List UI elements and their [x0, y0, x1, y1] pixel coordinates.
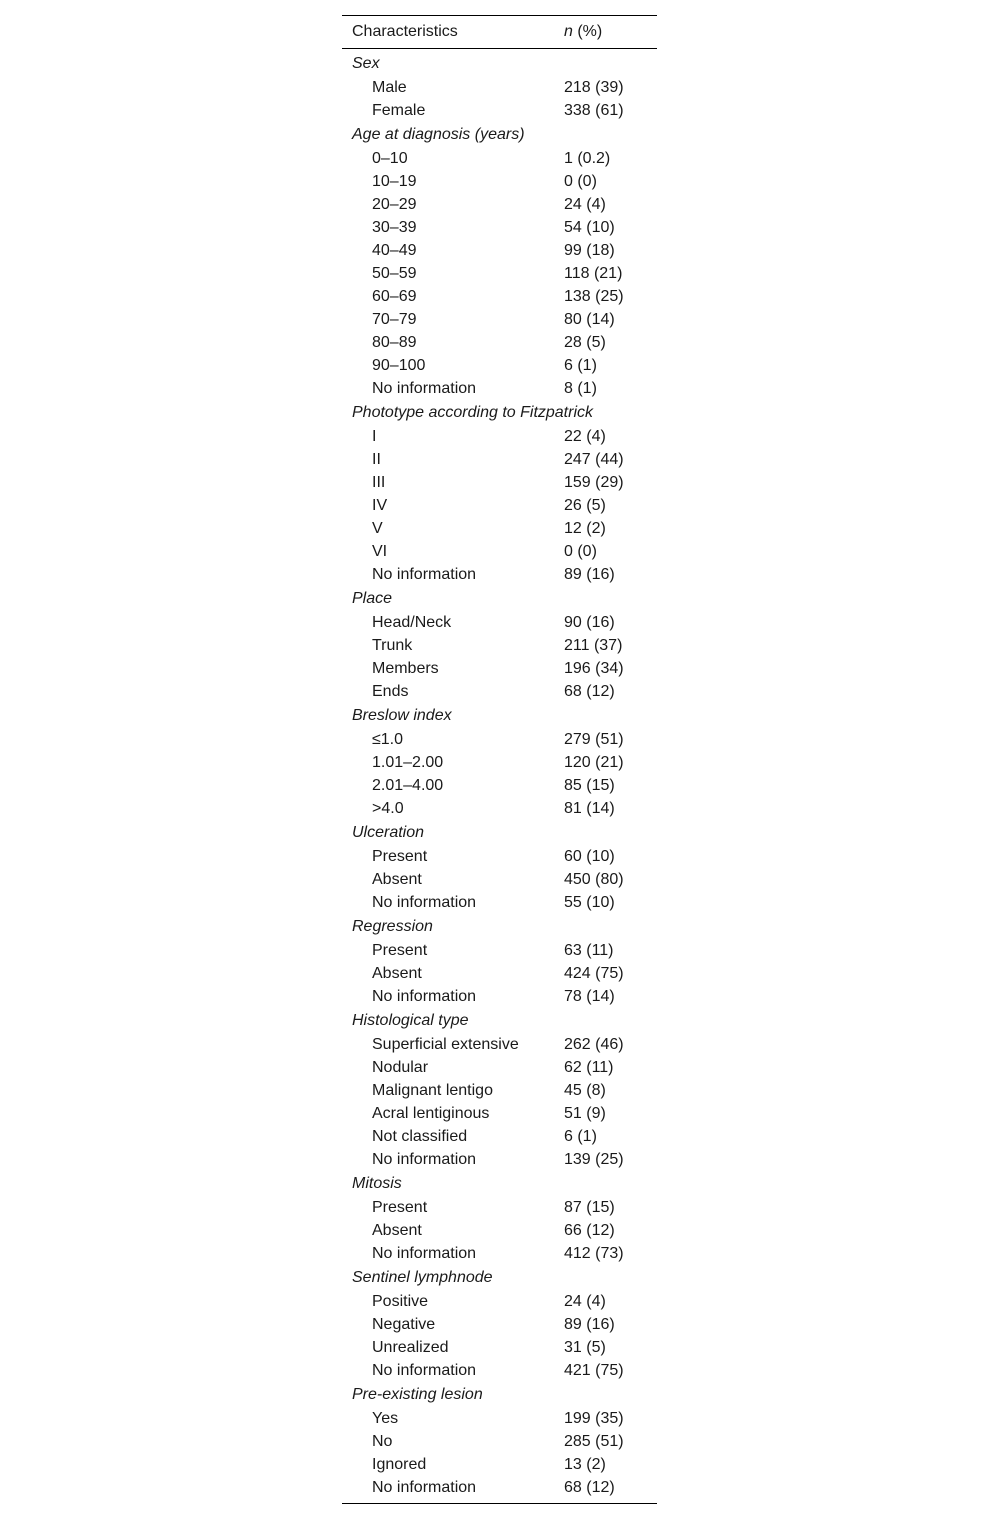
table-row	[342, 448, 657, 471]
row-value: 118 (21)	[564, 265, 623, 282]
table-body	[342, 49, 657, 1499]
row-label: No information	[372, 380, 477, 397]
row-label: Ignored	[372, 1456, 427, 1473]
row-value: 55 (10)	[564, 894, 615, 911]
table-row	[342, 99, 657, 122]
row-value: 24 (4)	[564, 196, 606, 213]
row-value: 81 (14)	[564, 800, 615, 817]
table-row	[342, 728, 657, 751]
row-label: Malignant lentigo	[372, 1082, 493, 1099]
table-row	[342, 471, 657, 494]
header-n-percent	[564, 23, 602, 41]
table-row	[342, 1056, 657, 1079]
table-row	[342, 1407, 657, 1430]
row-label: Unrealized	[372, 1339, 449, 1356]
row-label: Positive	[372, 1293, 429, 1310]
row-label: 60–69	[372, 288, 417, 305]
row-value: 24 (4)	[564, 1293, 606, 1310]
row-value: 68 (12)	[564, 683, 615, 700]
table-row	[342, 76, 657, 99]
row-label: 40–49	[372, 242, 417, 259]
row-label: No information	[372, 894, 477, 911]
row-label: No information	[372, 1479, 477, 1496]
table-row	[342, 517, 657, 540]
table-row	[342, 1219, 657, 1242]
row-label: 30–39	[372, 219, 417, 236]
table-row	[342, 1453, 657, 1476]
row-label: Acral lentiginous	[372, 1105, 490, 1122]
characteristics-table	[342, 15, 657, 1504]
row-value: 6 (1)	[564, 1128, 597, 1145]
row-value: 120 (21)	[564, 754, 624, 771]
table-row	[342, 1242, 657, 1265]
row-label: 70–79	[372, 311, 417, 328]
row-value: 138 (25)	[564, 288, 624, 305]
row-value: 139 (25)	[564, 1151, 624, 1168]
row-label: Trunk	[372, 637, 413, 654]
row-value: 424 (75)	[564, 965, 624, 982]
section-title: Age at diagnosis (years)	[352, 126, 525, 143]
row-label: 20–29	[372, 196, 417, 213]
table-header-row	[342, 16, 657, 48]
row-value: 12 (2)	[564, 520, 606, 537]
row-label: Nodular	[372, 1059, 429, 1076]
table-row	[342, 845, 657, 868]
table-row	[342, 962, 657, 985]
table-row	[342, 1430, 657, 1453]
table-row	[342, 797, 657, 820]
table-row	[342, 891, 657, 914]
section-title: Breslow index	[352, 707, 452, 724]
table-row	[342, 239, 657, 262]
row-value: 45 (8)	[564, 1082, 606, 1099]
row-label: Male	[372, 79, 407, 96]
header-characteristics: Characteristics	[352, 23, 458, 40]
table-row	[342, 540, 657, 563]
table-row	[342, 308, 657, 331]
section-title: Mitosis	[352, 1175, 402, 1192]
row-label: Not classified	[372, 1128, 468, 1145]
row-label: No information	[372, 1362, 477, 1379]
row-value: 285 (51)	[564, 1433, 624, 1450]
table-row	[342, 1476, 657, 1499]
row-value: 54 (10)	[564, 219, 615, 236]
row-label: 80–89	[372, 334, 417, 351]
section-title: Ulceration	[352, 824, 425, 841]
row-value: 62 (11)	[564, 1059, 614, 1076]
row-value: 199 (35)	[564, 1410, 624, 1427]
row-value: 412 (73)	[564, 1245, 624, 1262]
row-value: 80 (14)	[564, 311, 615, 328]
row-label: No information	[372, 1245, 477, 1262]
table-row	[342, 751, 657, 774]
section-title: Sentinel lymphnode	[352, 1269, 493, 1286]
row-label: Superficial extensive	[372, 1036, 519, 1053]
row-label: Negative	[372, 1316, 436, 1333]
row-value: 89 (16)	[564, 566, 615, 583]
section-title: Sex	[352, 55, 380, 72]
row-value: 60 (10)	[564, 848, 615, 865]
row-value: 1 (0.2)	[564, 150, 611, 167]
row-value: 0 (0)	[564, 173, 597, 190]
header-percent: (%)	[572, 23, 603, 40]
row-value: 51 (9)	[564, 1105, 606, 1122]
row-label: ≤1.0	[372, 731, 404, 748]
table-row	[342, 377, 657, 400]
row-label: V	[372, 520, 383, 537]
row-label: IV	[372, 497, 388, 514]
section-title: Place	[352, 590, 393, 607]
table-row	[342, 1079, 657, 1102]
section-title: Pre-existing lesion	[352, 1386, 483, 1403]
table-row	[342, 331, 657, 354]
row-value: 0 (0)	[564, 543, 597, 560]
row-value: 87 (15)	[564, 1199, 615, 1216]
row-value: 338 (61)	[564, 102, 624, 119]
table-row	[342, 939, 657, 962]
row-label: Absent	[372, 965, 422, 982]
row-value: 218 (39)	[564, 79, 624, 96]
row-label: No information	[372, 566, 477, 583]
table-row	[342, 657, 657, 680]
table-row	[342, 1148, 657, 1171]
table-bottom-rule	[342, 1503, 657, 1504]
row-label: Head/Neck	[372, 614, 452, 631]
row-value: 89 (16)	[564, 1316, 615, 1333]
row-label: Absent	[372, 871, 422, 888]
row-value: 159 (29)	[564, 474, 624, 491]
row-value: 85 (15)	[564, 777, 615, 794]
table-row	[342, 216, 657, 239]
table-row	[342, 1196, 657, 1219]
row-label: Female	[372, 102, 426, 119]
table-row	[342, 1359, 657, 1382]
row-label: Members	[372, 660, 439, 677]
header-n: n	[564, 23, 573, 40]
row-label: Present	[372, 942, 428, 959]
row-label: 2.01–4.00	[372, 777, 444, 794]
row-label: 90–100	[372, 357, 426, 374]
row-label: VI	[372, 543, 388, 560]
row-value: 66 (12)	[564, 1222, 615, 1239]
row-label: No information	[372, 1151, 477, 1168]
table-row	[342, 193, 657, 216]
row-label: Present	[372, 1199, 428, 1216]
row-label: I	[372, 428, 377, 445]
row-label: 0–10	[372, 150, 408, 167]
row-value: 279 (51)	[564, 731, 624, 748]
table-row	[342, 170, 657, 193]
table-row	[342, 1102, 657, 1125]
table-row	[342, 680, 657, 703]
row-label: No information	[372, 988, 477, 1005]
row-value: 90 (16)	[564, 614, 615, 631]
table-row	[342, 985, 657, 1008]
row-value: 31 (5)	[564, 1339, 606, 1356]
table-row	[342, 868, 657, 891]
row-label: No	[372, 1433, 393, 1450]
row-value: 99 (18)	[564, 242, 615, 259]
row-value: 28 (5)	[564, 334, 606, 351]
row-label: Yes	[372, 1410, 399, 1427]
table-row	[342, 285, 657, 308]
table-row	[342, 262, 657, 285]
row-value: 196 (34)	[564, 660, 624, 677]
table-row	[342, 147, 657, 170]
row-label: >4.0	[372, 800, 404, 817]
row-value: 421 (75)	[564, 1362, 624, 1379]
row-label: Ends	[372, 683, 409, 700]
row-label: 50–59	[372, 265, 417, 282]
table-row	[342, 425, 657, 448]
table-row	[342, 1313, 657, 1336]
table-row	[342, 494, 657, 517]
row-value: 78 (14)	[564, 988, 615, 1005]
section-title: Phototype according to Fitzpatrick	[352, 404, 594, 421]
table-row	[342, 611, 657, 634]
table-row	[342, 1290, 657, 1313]
row-value: 262 (46)	[564, 1036, 624, 1053]
table-row	[342, 354, 657, 377]
row-label: II	[372, 451, 381, 468]
section-title: Regression	[352, 918, 433, 935]
row-value: 247 (44)	[564, 451, 624, 468]
row-label: 10–19	[372, 173, 417, 190]
table-row	[342, 1033, 657, 1056]
row-label: Absent	[372, 1222, 422, 1239]
table-row	[342, 774, 657, 797]
row-value: 211 (37)	[564, 637, 623, 654]
table-row	[342, 634, 657, 657]
row-value: 6 (1)	[564, 357, 597, 374]
row-label: III	[372, 474, 386, 491]
row-value: 8 (1)	[564, 380, 597, 397]
table-row	[342, 563, 657, 586]
row-label: 1.01–2.00	[372, 754, 444, 771]
section-title: Histological type	[352, 1012, 469, 1029]
row-value: 26 (5)	[564, 497, 606, 514]
row-label: Present	[372, 848, 428, 865]
row-value: 22 (4)	[564, 428, 606, 445]
table-row	[342, 1125, 657, 1148]
row-value: 450 (80)	[564, 871, 624, 888]
row-value: 63 (11)	[564, 942, 614, 959]
row-value: 68 (12)	[564, 1479, 615, 1496]
row-value: 13 (2)	[564, 1456, 606, 1473]
table-row	[342, 1336, 657, 1359]
